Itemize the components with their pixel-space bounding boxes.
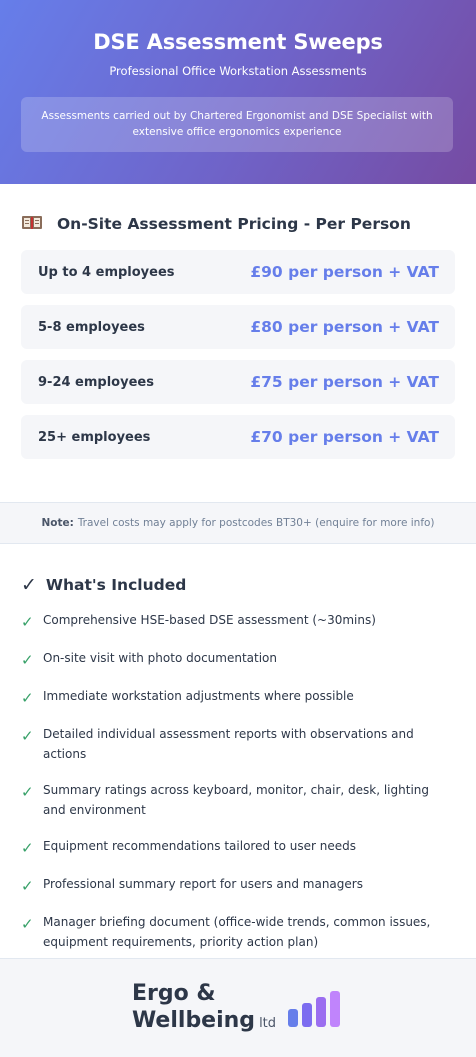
price-value: £75 per person + VAT: [250, 373, 439, 391]
logo-ltd: ltd: [259, 1015, 277, 1031]
checkmark-icon: ✓: [21, 651, 34, 669]
logo-bar: [316, 997, 326, 1027]
list-item: [21, 912, 455, 952]
pricing-title: On-Site Assessment Pricing - Per Person: [57, 215, 411, 233]
price-tier-label: 25+ employees: [38, 429, 151, 445]
checkmark-icon: ✓: [21, 915, 34, 933]
checkmark-icon: ✓: [21, 574, 37, 596]
list-item: [21, 610, 455, 632]
logo-bar: [288, 1009, 298, 1027]
list-item-text: Professional summary report for users and managers: [43, 877, 363, 891]
price-value: £70 per person + VAT: [250, 428, 439, 446]
list-item: [21, 836, 455, 858]
page-title: DSE Assessment Sweeps: [93, 30, 383, 54]
list-item-text: Manager briefing document (office-wide trends, common issues, equipment requirements, priority action plan): [43, 915, 431, 949]
included-title: What's Included: [45, 576, 187, 594]
logo-bar: [330, 991, 340, 1027]
price-row: [21, 305, 455, 349]
checkmark-icon: ✓: [21, 689, 34, 707]
logo-bar: [302, 1003, 312, 1027]
page-subtitle: Professional Office Workstation Assessments: [109, 64, 367, 78]
header-note: Assessments carried out by Chartered Ergonomist and DSE Specialist with extensive office ergonomics experience: [21, 97, 453, 152]
included-title-row: [21, 574, 455, 596]
checkmark-icon: ✓: [21, 877, 34, 895]
price-tier-label: 9-24 employees: [38, 374, 154, 390]
pricing-title-row: [21, 214, 455, 234]
checkmark-icon: ✓: [21, 783, 34, 801]
list-item-text: Comprehensive HSE-based DSE assessment (~30mins): [43, 613, 376, 627]
price-row: [21, 360, 455, 404]
list-item-text: Summary ratings across keyboard, monitor, chair, desk, lighting and environment: [43, 783, 430, 817]
checkmark-icon: ✓: [21, 613, 34, 631]
list-item-text: Equipment recommendations tailored to user needs: [43, 839, 356, 853]
building-icon: [21, 214, 45, 234]
note-text: Travel costs may apply for postcodes BT30+ (enquire for more info): [77, 517, 435, 529]
travel-note: [0, 502, 476, 544]
checkmark-icon: ✓: [21, 727, 34, 745]
included-list: [21, 610, 455, 952]
included-section: [0, 544, 476, 958]
list-item-text: On-site visit with photo documentation: [43, 651, 277, 665]
list-item: [21, 648, 455, 670]
footer: [0, 958, 476, 1057]
list-item-text: Immediate workstation adjustments where possible: [43, 689, 354, 703]
list-item: [21, 874, 455, 896]
list-item: [21, 780, 455, 820]
price-row: [21, 415, 455, 459]
logo-line-1: Ergo &: [131, 980, 216, 1006]
logo-bars-icon: [288, 989, 344, 1027]
price-tier-label: Up to 4 employees: [38, 264, 175, 280]
price-value: £90 per person + VAT: [250, 263, 439, 281]
price-value: £80 per person + VAT: [250, 318, 439, 336]
logo-line-2: Wellbeing: [131, 1007, 256, 1033]
note-label: Note:: [41, 517, 74, 529]
header-banner: [0, 0, 476, 184]
company-logo-text: [132, 980, 276, 1037]
list-item-text: Detailed individual assessment reports with observations and actions: [43, 727, 414, 761]
price-row: [21, 250, 455, 294]
checkmark-icon: ✓: [21, 839, 34, 857]
list-item: [21, 724, 455, 764]
price-tier-label: 5-8 employees: [38, 319, 145, 335]
list-item: [21, 686, 455, 708]
pricing-section: [0, 184, 476, 502]
